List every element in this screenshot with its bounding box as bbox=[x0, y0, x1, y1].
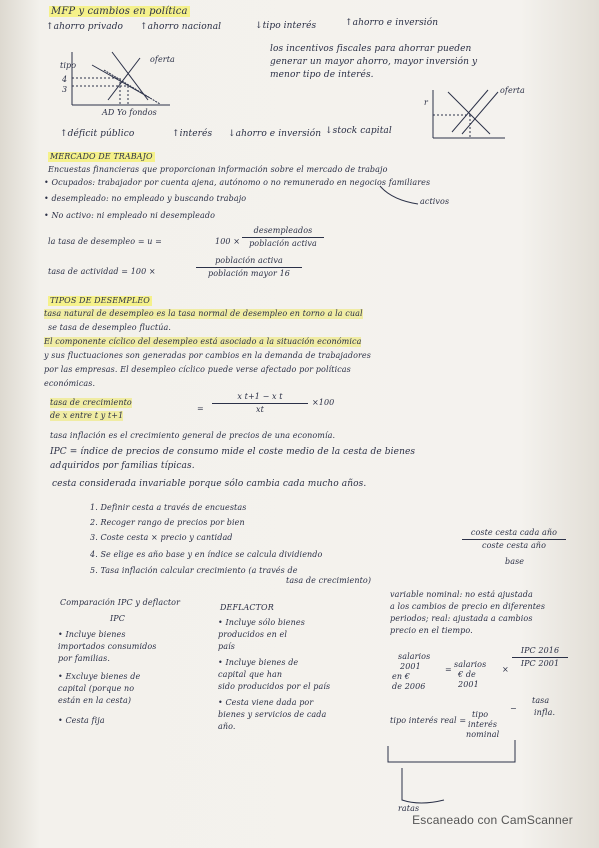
mercado-line-3: • desempleado: no empleado y buscando trabajo bbox=[44, 194, 247, 203]
tasa-actividad-label: tasa de actividad = 100 × bbox=[48, 267, 156, 276]
tipo-real-tipo-3: nominal bbox=[466, 730, 500, 739]
graph1-x-label: AD Yo fondos bbox=[102, 108, 157, 117]
tipo-real-tasa-2: infla. bbox=[534, 708, 556, 717]
mfp-bottom-2: ↑interés bbox=[172, 129, 213, 139]
comparacion-title: Comparación IPC y deflactor bbox=[60, 598, 181, 607]
fraction-numerator: coste cesta cada año bbox=[470, 528, 558, 537]
sal-left-3: en € bbox=[392, 672, 410, 681]
mfp-bottom-1: ↑déficit público bbox=[60, 129, 135, 139]
fraction-denominator: coste cesta año bbox=[482, 541, 546, 550]
tipos-line-2: se tasa de desempleo fluctúa. bbox=[48, 323, 171, 332]
tipo-real-tipo-1: tipo bbox=[472, 710, 489, 719]
variable-nominal-1: variable nominal: no está ajustada bbox=[390, 590, 533, 599]
ipc-step-3: 3. Coste cesta × precio y cantidad bbox=[90, 533, 233, 542]
ipc-line-2: adquiridos por familias típicas. bbox=[50, 461, 195, 471]
ipc-step-1: 1. Definir cesta a través de encuestas bbox=[90, 503, 247, 512]
tipos-line-5: por las empresas. El desempleo cíclico puede verse afectado por políticas bbox=[44, 365, 351, 374]
def-item-6: sido producidos por el país bbox=[218, 682, 331, 691]
growth-mult: ×100 bbox=[312, 398, 335, 407]
graph1-supply-label: oferta bbox=[150, 55, 175, 64]
ipc-step-2: 2. Recoger rango de precios por bien bbox=[90, 518, 245, 527]
ipc-index-base: base bbox=[505, 557, 525, 566]
tipos-line-1: tasa natural de desempleo es la tasa normal de desempleo en torno a la cual bbox=[44, 309, 363, 318]
sal-equals: = bbox=[445, 665, 452, 674]
fraction-denominator: población mayor 16 bbox=[208, 269, 290, 278]
mfp-sub-3: ↓tipo interés bbox=[255, 21, 317, 31]
fraction-numerator: x t+1 − x t bbox=[237, 392, 283, 401]
sal-left-2: 2001 bbox=[400, 662, 421, 671]
growth-label-1: tasa de crecimiento bbox=[50, 398, 132, 407]
graph1-tick-2: 3 bbox=[62, 85, 68, 94]
graph1-tick-1: 4 bbox=[62, 75, 68, 84]
inflation-definition: tasa inflación es el crecimiento general de precios de una economía. bbox=[50, 431, 336, 440]
sal-mid-3: 2001 bbox=[458, 680, 479, 689]
ipc-item-7: • Cesta fija bbox=[58, 716, 105, 725]
tipos-line-3: El componente cíclico del desempleo está asociado a la situación económica bbox=[44, 337, 362, 346]
def-item-8: bienes y servicios de cada bbox=[218, 710, 327, 719]
graph1-y-label: tipo bbox=[60, 61, 77, 70]
ipc-item-3: por familias. bbox=[58, 654, 111, 663]
tipo-real-label: tipo interés real = bbox=[390, 716, 467, 725]
tipos-line-4: y sus fluctuaciones son generadas por cambios en la demanda de trabajadores bbox=[44, 351, 371, 360]
tipo-real-tasa-1: tasa bbox=[532, 696, 550, 705]
ipc-step-4: 4. Se elige es año base y en índice se calcula dividiendo bbox=[90, 550, 323, 559]
sal-mid-2: € de bbox=[458, 670, 476, 679]
mfp-bottom-4: ↓stock capital bbox=[325, 126, 392, 136]
tasa-desempleo-mult: 100 × bbox=[215, 237, 241, 246]
activos-label: activos bbox=[420, 197, 450, 206]
def-item-1: • Incluye sólo bienes bbox=[218, 618, 305, 627]
tipo-real-minus: − bbox=[510, 704, 517, 713]
fraction-denominator: xt bbox=[256, 405, 264, 414]
mfp-bottom-3: ↓ahorro e inversión bbox=[228, 129, 322, 139]
ratas-label: ratas bbox=[398, 804, 420, 813]
ipc-step-5: 5. Tasa inflación calcular crecimiento (a través de bbox=[90, 566, 298, 575]
ipc-item-1: • Incluye bienes bbox=[58, 630, 126, 639]
def-item-7: • Cesta viene dada por bbox=[218, 698, 314, 707]
growth-label-2: de x entre t y t+1 bbox=[50, 411, 124, 420]
sal-left-4: de 2006 bbox=[392, 682, 426, 691]
mfp-sub-4: ↑ahorro e inversión bbox=[345, 18, 439, 28]
mfp-para-3: menor tipo de interés. bbox=[270, 70, 374, 80]
tasa-desempleo-label: la tasa de desempleo = u = bbox=[48, 237, 162, 246]
fraction-numerator: población activa bbox=[215, 256, 283, 265]
mfp-sub-2: ↑ahorro nacional bbox=[140, 22, 222, 32]
scanner-watermark: Escaneado con CamScanner bbox=[412, 813, 573, 827]
def-item-2: producidos en el bbox=[218, 630, 287, 639]
fraction-denominator: IPC 2001 bbox=[520, 659, 560, 668]
sal-left-1: salarios bbox=[398, 652, 431, 661]
fraction-numerator: desempleados bbox=[253, 226, 313, 235]
mercado-line-4: • No activo: ni empleado ni desempleado bbox=[44, 211, 216, 220]
ipc-item-6: están en la cesta) bbox=[58, 696, 132, 705]
ipc-line-3: cesta considerada invariable porque sólo cambia cada mucho años. bbox=[52, 479, 367, 489]
section-title-mercado: MERCADO DE TRABAJO bbox=[50, 152, 153, 161]
def-item-5: capital que han bbox=[218, 670, 283, 679]
ipc-line-1: IPC = índice de precios de consumo mide el coste medio de la cesta de bienes bbox=[50, 447, 416, 457]
ipc-column-head: IPC bbox=[110, 614, 125, 623]
ipc-step-5b: tasa de crecimiento) bbox=[286, 576, 372, 585]
graph2-y-label: r bbox=[424, 98, 428, 107]
tipo-real-tipo-2: interés bbox=[468, 720, 498, 729]
ipc-item-5: capital (porque no bbox=[58, 684, 135, 693]
fraction-denominator: población activa bbox=[249, 239, 317, 248]
mfp-para-2: generar un mayor ahorro, mayor inversión y bbox=[270, 57, 478, 67]
mercado-line-2: • Ocupados: trabajador por cuenta ajena, autónomo o no remunerado en negocios familiares bbox=[44, 178, 431, 187]
variable-nominal-4: precio en el tiempo. bbox=[390, 626, 473, 635]
def-item-9: año. bbox=[218, 722, 236, 731]
sal-times: × bbox=[502, 665, 509, 674]
fraction-numerator: IPC 2016 bbox=[520, 646, 560, 655]
mfp-para-1: los incentivos fiscales para ahorrar pueden bbox=[270, 44, 472, 54]
variable-nominal-3: periodos; real: ajustada a cambios bbox=[390, 614, 533, 623]
graph2-supply-label: oferta bbox=[500, 86, 525, 95]
def-item-3: país bbox=[218, 642, 235, 651]
ipc-item-2: importados consumidos bbox=[58, 642, 157, 651]
growth-equals: = bbox=[197, 404, 204, 413]
section-title-mfp: MFP y cambios en política bbox=[51, 6, 188, 17]
deflactor-column-head: DEFLACTOR bbox=[220, 603, 274, 612]
ipc-item-4: • Excluye bienes de bbox=[58, 672, 141, 681]
sal-mid-1: salarios bbox=[454, 660, 487, 669]
tipos-line-6: económicas. bbox=[44, 379, 96, 388]
variable-nominal-2: a los cambios de precio en diferentes bbox=[390, 602, 546, 611]
mercado-line-1: Encuestas financieras que proporcionan información sobre el mercado de trabajo bbox=[48, 165, 388, 174]
section-title-tipos: TIPOS DE DESEMPLEO bbox=[50, 296, 150, 305]
mfp-sub-1: ↑ahorro privado bbox=[46, 22, 124, 32]
def-item-4: • Incluye bienes de bbox=[218, 658, 299, 667]
